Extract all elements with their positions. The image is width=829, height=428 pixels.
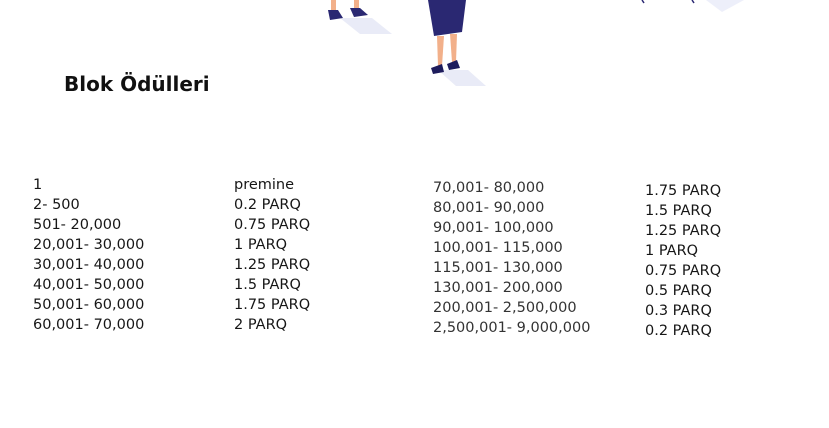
reward-item: 1.5 PARQ [234,277,301,293]
block-range-column-1 [33,175,144,335]
block-range-column-2 [433,178,590,338]
block-range-item: 130,001- 200,000 [433,280,563,296]
reward-item: 0.75 PARQ [645,263,722,279]
reward-item: 1 PARQ [645,243,699,259]
block-range-item: 50,001- 60,000 [33,297,145,313]
reward-item: 0.3 PARQ [645,303,712,319]
center-figure [428,0,466,74]
reward-item: 2 PARQ [234,317,288,333]
reward-item: 1.75 PARQ [234,297,311,313]
block-range-item: 40,001- 50,000 [33,277,145,293]
block-range-item: 90,001- 100,000 [433,220,554,236]
block-range-item: 70,001- 80,000 [433,180,545,196]
reward-item: 0.75 PARQ [234,217,311,233]
left-figure-feet [328,0,368,20]
block-range-item: 501- 20,000 [33,217,122,233]
block-range-item: 60,001- 70,000 [33,317,145,333]
reward-item: 1.25 PARQ [234,257,311,273]
floor-shadow-center [438,70,486,86]
reward-item: 1.25 PARQ [645,223,722,239]
block-range-item: 200,001- 2,500,000 [433,300,577,316]
block-range-item: 100,001- 115,000 [433,240,563,256]
reward-item: 1.5 PARQ [645,203,712,219]
floor-shadow-left [340,18,392,34]
block-range-item: 1 [33,177,43,193]
section-title: Blok Ödülleri [64,72,210,96]
reward-column-1 [234,175,310,335]
block-range-item: 80,001- 90,000 [433,200,545,216]
block-range-item: 30,001- 40,000 [33,257,145,273]
block-range-item: 20,001- 30,000 [33,237,145,253]
decorative-shape-right [642,0,744,12]
reward-item: 0.5 PARQ [645,283,712,299]
reward-item: premine [234,177,295,193]
reward-item: 0.2 PARQ [645,323,712,339]
block-range-item: 2,500,001- 9,000,000 [433,320,591,336]
reward-item: 1 PARQ [234,237,288,253]
reward-item: 0.2 PARQ [234,197,301,213]
block-range-item: 2- 500 [33,197,80,213]
reward-item: 1.75 PARQ [645,183,722,199]
block-range-item: 115,001- 130,000 [433,260,563,276]
reward-column-2 [645,181,721,341]
